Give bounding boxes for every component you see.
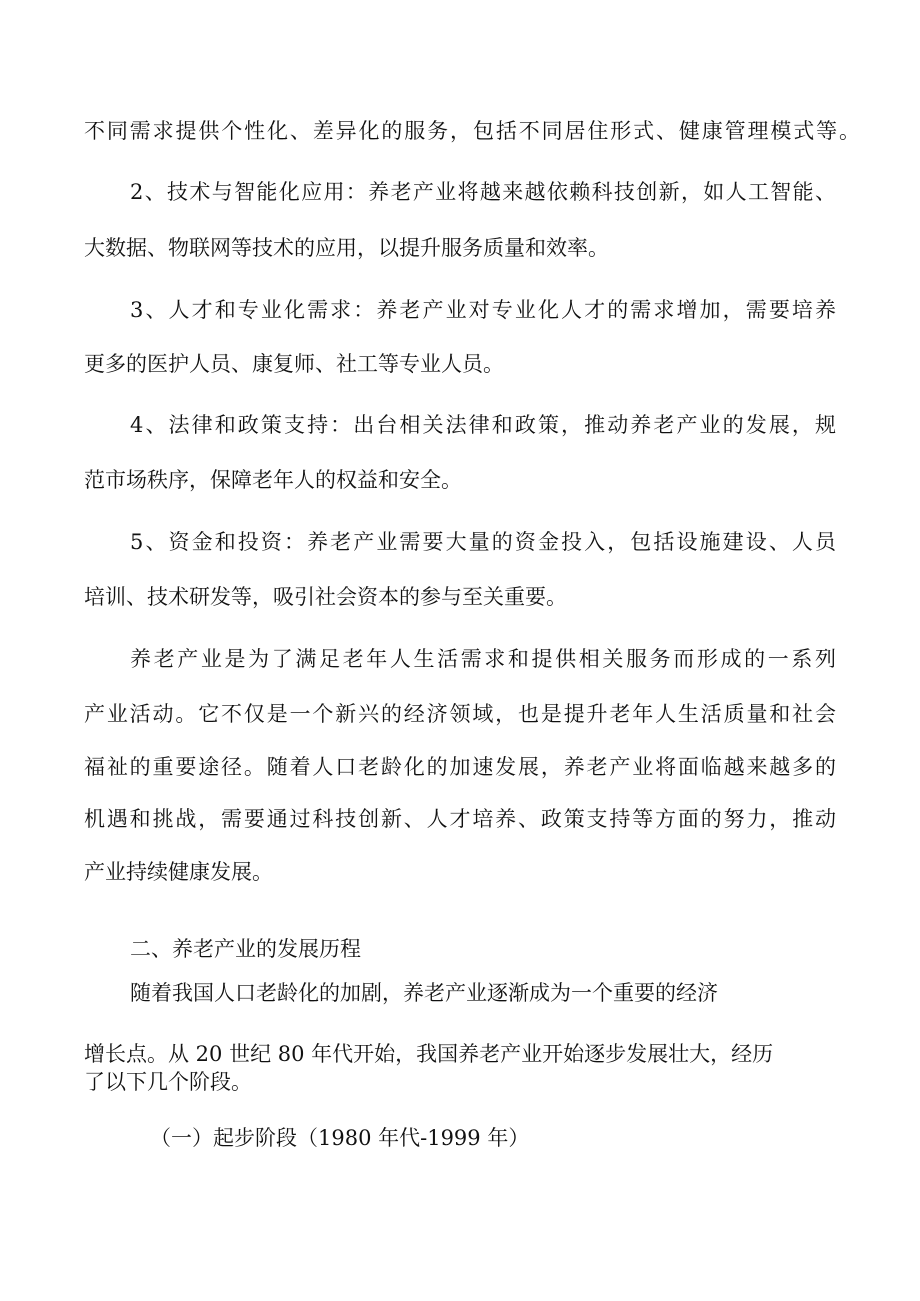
text-line: 了以下几个阶段。 [84, 1070, 252, 1094]
text-line: 更多的医护人员、康复师、社工等专业人员。 [84, 352, 504, 376]
text-line: 机遇和挑战，需要通过科技创新、人才培养、政策支持等方面的努力，推动 [84, 807, 836, 831]
text-line: 3、人才和专业化需求：养老产业对专业化人才的需求增加，需要培养 [130, 298, 836, 322]
subsection-heading: （一）起步阶段（1980 年代-1999 年） [150, 1126, 530, 1150]
text-line: 不同需求提供个性化、差异化的服务，包括不同居住形式、健康管理模式等。 [84, 119, 860, 143]
text-line: 5、资金和投资：养老产业需要大量的资金投入，包括设施建设、人员 [130, 530, 836, 554]
text-line: 产业持续健康发展。 [84, 860, 273, 884]
text-line: 养老产业是为了满足老年人生活需求和提供相关服务而形成的一系列 [130, 647, 836, 671]
text-line: 范市场秩序，保障老年人的权益和安全。 [84, 468, 462, 492]
text-line: 大数据、物联网等技术的应用，以提升服务质量和效率。 [84, 236, 609, 260]
section-heading: 二、养老产业的发展历程 [130, 937, 361, 961]
text-line: 培训、技术研发等，吸引社会资本的参与至关重要。 [84, 585, 567, 609]
text-line: 增长点。从 20 世纪 80 年代开始，我国养老产业开始逐步发展壮大，经历 [84, 1042, 774, 1066]
text-line: 2、技术与智能化应用：养老产业将越来越依赖科技创新，如人工智能、 [130, 180, 836, 204]
text-line: 产业活动。它不仅是一个新兴的经济领域，也是提升老年人生活质量和社会 [84, 702, 836, 726]
text-line: 福祉的重要途径。随着人口老龄化的加速发展，养老产业将面临越来越多的 [84, 755, 836, 779]
text-line: 随着我国人口老龄化的加剧，养老产业逐渐成为一个重要的经济 [130, 981, 718, 1005]
text-line: 4、法律和政策支持：出台相关法律和政策，推动养老产业的发展，规 [130, 413, 836, 437]
